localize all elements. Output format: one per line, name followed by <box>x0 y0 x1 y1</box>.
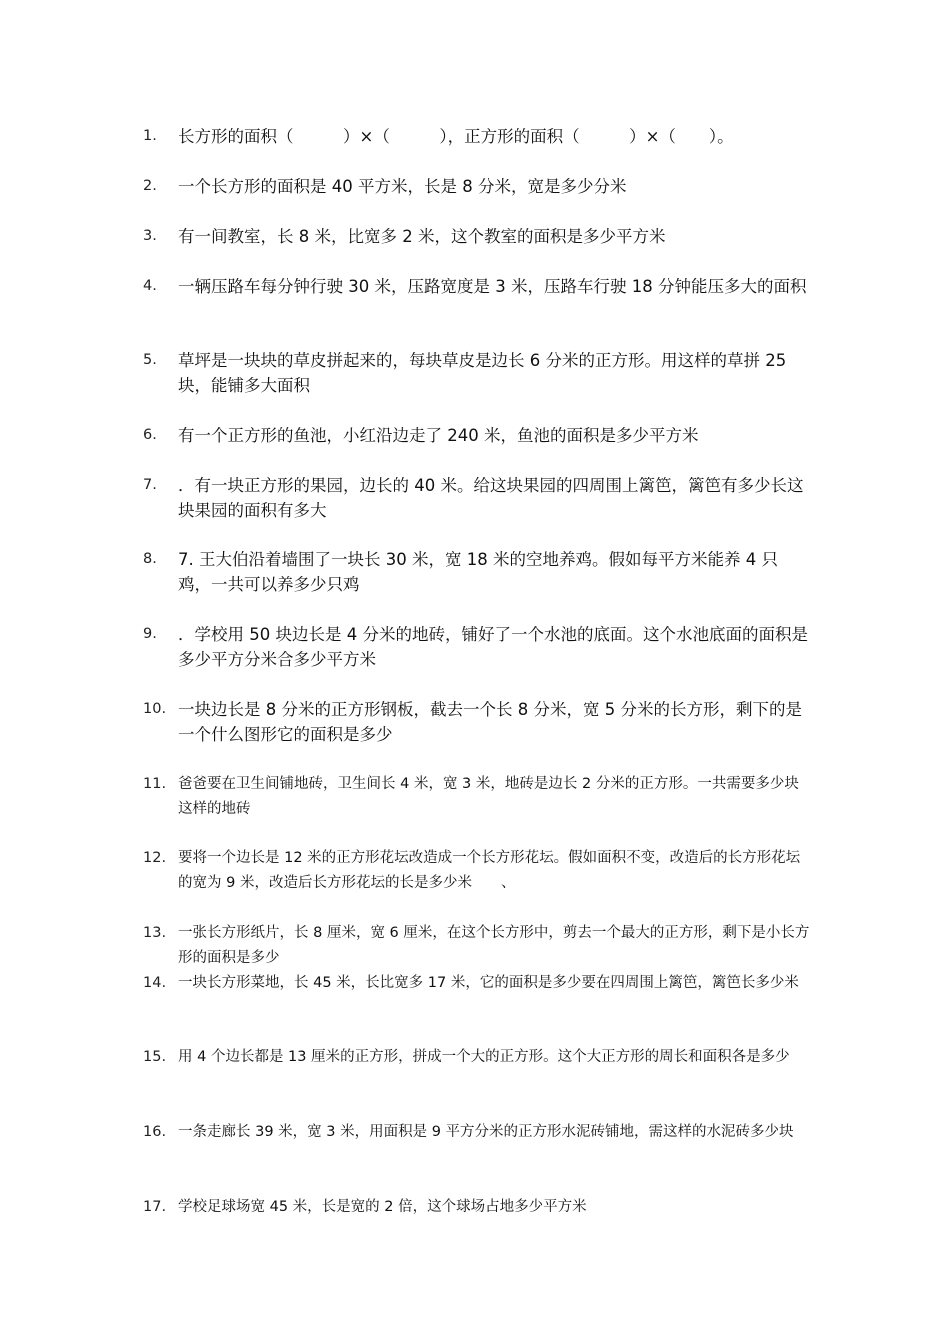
question-text: 一个长方形的面积是 40 平方米，长是 8 分米，宽是多少分米 <box>178 177 627 196</box>
question-text: 一条走廊长 39 米，宽 3 米，用面积是 9 平方分米的正方形水泥砖铺地，需这样的水泥砖多少块 <box>178 1124 794 1140</box>
question-text: 有一间教室，长 8 米，比宽多 2 米，这个教室的面积是多少平方米 <box>178 227 666 246</box>
question-text: 要将一个边长是 12 米的正方形花坛改造成一个长方形花坛。假如面积不变，改造后的长方形花坛的宽为 9 米，改造后长方形花坛的长是多少米 、 <box>178 850 801 891</box>
question-number: 5. <box>143 352 157 368</box>
question-number: 4. <box>143 278 157 294</box>
question-text: 草坪是一块块的草皮拼起来的，每块草皮是边长 6 分米的正方形。用这样的草拼 25 块，能铺多大面积 <box>178 351 787 395</box>
question-number: 8. <box>143 551 157 567</box>
question-text: 一张长方形纸片，长 8 厘米，宽 6 厘米，在这个长方形中，剪去一个最大的正方形，剩下是小长方形的面积是多少 <box>178 925 810 966</box>
question-number: 16. <box>143 1124 167 1140</box>
question-number: 6. <box>143 427 157 443</box>
question-text: 用 4 个边长都是 13 厘米的正方形，拼成一个大的正方形。这个大正方形的周长和面积各是多少 <box>178 1049 790 1065</box>
question-number: 7. <box>143 477 157 493</box>
question-text: 爸爸要在卫生间铺地砖，卫生间长 4 米，宽 3 米，地砖是边长 2 分米的正方形。一共需要多少块这样的地砖 <box>178 776 799 817</box>
question-number: 11. <box>143 776 167 792</box>
question-text: ．有一块正方形的果园，边长的 40 米。给这块果园的四周围上篱笆，篱笆有多少长这块果园的面积有多大 <box>178 476 804 520</box>
question-number: 10. <box>143 701 167 717</box>
question-number: 12. <box>143 850 167 866</box>
question-number: 13. <box>143 925 167 941</box>
question-number: 17. <box>143 1199 167 1215</box>
question-number: 14. <box>143 975 167 991</box>
question-text: ．学校用 50 块边长是 4 分米的地砖，铺好了一个水池的底面。这个水池底面的面积是多少平方分米合多少平方米 <box>178 625 808 669</box>
question-number: 15. <box>143 1049 167 1065</box>
question-number: 3. <box>143 228 157 244</box>
question-text: 有一个正方形的鱼池，小红沿边走了 240 米，鱼池的面积是多少平方米 <box>178 426 699 445</box>
question-number: 9. <box>143 626 157 642</box>
question-number: 2. <box>143 178 157 194</box>
question-number: 1. <box>143 128 157 144</box>
question-text: 一块边长是 8 分米的正方形钢板，截去一个长 8 分米，宽 5 分米的长方形，剩下的是一个什么图形它的面积是多少 <box>178 700 802 744</box>
question-text: 一块长方形菜地，长 45 米，长比宽多 17 米，它的面积是多少要在四周围上篱笆，篱笆长多少米 <box>178 975 799 991</box>
question-text: 学校足球场宽 45 米，长是宽的 2 倍，这个球场占地多少平方米 <box>178 1199 587 1215</box>
question-text: 长方形的面积（ ）×（ ），正方形的面积（ ）×（ ）。 <box>178 127 734 146</box>
question-text: 一辆压路车每分钟行驶 30 米，压路宽度是 3 米，压路车行驶 18 分钟能压多大的面积 <box>178 277 807 296</box>
question-text: 7. 王大伯沿着墙围了一块长 30 米，宽 18 米的空地养鸡。假如每平方米能养 4 只鸡，一共可以养多少只鸡 <box>178 550 778 594</box>
